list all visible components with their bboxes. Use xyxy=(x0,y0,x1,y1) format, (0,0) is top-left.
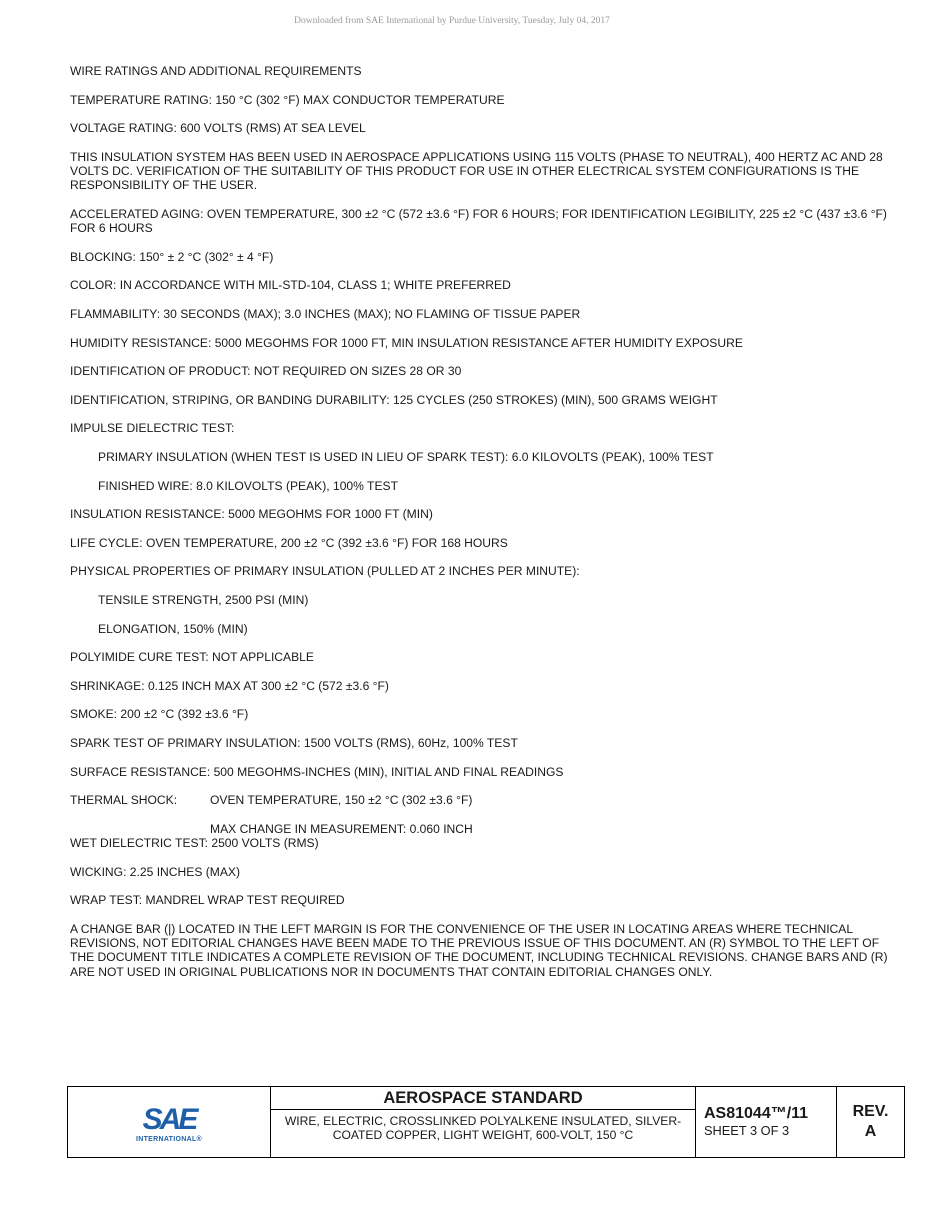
striping-durability: IDENTIFICATION, STRIPING, OR BANDING DURABILITY: 125 CYCLES (250 STROKES) (MIN), 500 GRAMS WEIGHT xyxy=(70,392,718,407)
revision-cell xyxy=(837,1087,904,1157)
elongation: ELONGATION, 150% (MIN) xyxy=(98,621,248,636)
sae-logo-letters: SAE xyxy=(142,1103,196,1136)
document-id-cell xyxy=(696,1087,837,1157)
temperature-rating: TEMPERATURE RATING: 150 °C (302 °F) MAX CONDUCTOR TEMPERATURE xyxy=(70,92,505,107)
standard-title: AEROSPACE STANDARD xyxy=(271,1087,695,1110)
polyimide-cure-test: POLYIMIDE CURE TEST: NOT APPLICABLE xyxy=(70,650,314,665)
thermal-shock-oven: OVEN TEMPERATURE, 150 ±2 °C (302 ±3.6 °F) xyxy=(210,793,473,808)
smoke: SMOKE: 200 ±2 °C (392 ±3.6 °F) xyxy=(70,707,249,722)
section-heading: WIRE RATINGS AND ADDITIONAL REQUIREMENTS xyxy=(70,64,362,78)
title-block xyxy=(67,1086,905,1158)
voltage-rating: VOLTAGE RATING: 600 VOLTS (RMS) AT SEA LEVEL xyxy=(70,121,366,136)
tensile-strength: TENSILE STRENGTH, 2500 PSI (MIN) xyxy=(98,592,309,607)
impulse-primary-insulation: PRIMARY INSULATION (WHEN TEST IS USED IN LIEU OF SPARK TEST): 6.0 KILOVOLTS (PEAK), 100% TEST xyxy=(98,450,714,465)
physical-properties: PHYSICAL PROPERTIES OF PRIMARY INSULATION (PULLED AT 2 INCHES PER MINUTE): xyxy=(70,564,580,579)
insulation-resistance: INSULATION RESISTANCE: 5000 MEGOHMS FOR 1000 FT (MIN) xyxy=(70,507,433,522)
revision-label: REV. xyxy=(852,1103,889,1120)
insulation-system-note: THIS INSULATION SYSTEM HAS BEEN USED IN AEROSPACE APPLICATIONS USING 115 VOLTS (PHASE TO NEUTRAL), 400 HERTZ AC AND 28 VOLTS DC. VERIFICATION OF THE SUITABILITY OF THIS PRODUCT FOR USE IN OTHER ELECTRICAL SYSTEM CONFIGURATIONS IS THE RESPONSIBILITY OF THE USER. xyxy=(70,149,883,193)
sae-logo xyxy=(136,1105,202,1143)
wrap-test: WRAP TEST: MANDREL WRAP TEST REQUIRED xyxy=(70,893,345,908)
change-bar-note: A CHANGE BAR (|) LOCATED IN THE LEFT MARGIN IS FOR THE CONVENIENCE OF THE USER IN LOCATING AREAS WHERE TECHNICAL REVISIONS, NOT EDITORIAL CHANGES HAVE BEEN MADE TO THE PREVIOUS ISSUE OF THIS DOCUMENT. AN (R) SYMBOL TO THE LEFT OF THE DOCUMENT TITLE INDICATES A COMPLETE REVISION OF THE DOCUMENT, INCLUDING TECHNICAL REVISIONS. CHANGE BARS AND (R) ARE NOT USED IN ORIGINAL PUBLICATIONS NOR IN DOCUMENTS THAT CONTAIN EDITORIAL CHANGES ONLY. xyxy=(70,921,888,979)
download-watermark: Downloaded from SAE International by Purdue University, Tuesday, July 04, 2017 xyxy=(294,16,610,26)
life-cycle: LIFE CYCLE: OVEN TEMPERATURE, 200 ±2 °C (392 ±3.6 °F) FOR 168 HOURS xyxy=(70,535,508,550)
impulse-dielectric-test: IMPULSE DIELECTRIC TEST: xyxy=(70,421,235,436)
standard-subtitle: WIRE, ELECTRIC, CROSSLINKED POLYALKENE INSULATED, SILVER-COATED COPPER, LIGHT WEIGHT, 600-VOLT, 150 °C xyxy=(284,1114,682,1143)
shrinkage: SHRINKAGE: 0.125 INCH MAX AT 300 ±2 °C (572 ±3.6 °F) xyxy=(70,678,389,693)
thermal-shock-max-change: MAX CHANGE IN MEASUREMENT: 0.060 INCH xyxy=(210,821,473,836)
revision-value: A xyxy=(864,1123,877,1140)
wicking: WICKING: 2.25 INCHES (MAX) xyxy=(70,864,241,879)
sae-logo-cell xyxy=(68,1087,271,1157)
document-body xyxy=(70,64,900,993)
title-cell xyxy=(271,1087,696,1157)
blocking: BLOCKING: 150° ± 2 °C (302° ± 4 °F) xyxy=(70,249,274,264)
accelerated-aging: ACCELERATED AGING: OVEN TEMPERATURE, 300 ±2 °C (572 ±3.6 °F) FOR 6 HOURS; FOR IDENTIFICATION LEGIBILITY, 225 ±2 °C (437 ±3.6 °F) FOR 6 HOURS xyxy=(70,206,887,236)
spark-test: SPARK TEST OF PRIMARY INSULATION: 1500 VOLTS (RMS), 60Hz, 100% TEST xyxy=(70,735,518,750)
thermal-shock-label: THERMAL SHOCK: xyxy=(70,793,178,808)
humidity-resistance: HUMIDITY RESISTANCE: 5000 MEGOHMS FOR 1000 FT, MIN INSULATION RESISTANCE AFTER HUMIDITY EXPOSURE xyxy=(70,335,743,350)
impulse-finished-wire: FINISHED WIRE: 8.0 KILOVOLTS (PEAK), 100% TEST xyxy=(98,478,398,493)
flammability: FLAMMABILITY: 30 SECONDS (MAX); 3.0 INCHES (MAX); NO FLAMING OF TISSUE PAPER xyxy=(70,307,581,322)
identification-of-product: IDENTIFICATION OF PRODUCT: NOT REQUIRED ON SIZES 28 OR 30 xyxy=(70,364,462,379)
surface-resistance: SURFACE RESISTANCE: 500 MEGOHMS-INCHES (MIN), INITIAL AND FINAL READINGS xyxy=(70,764,564,779)
color-requirement: COLOR: IN ACCORDANCE WITH MIL-STD-104, CLASS 1; WHITE PREFERRED xyxy=(70,278,511,293)
wet-dielectric-test: WET DIELECTRIC TEST: 2500 VOLTS (RMS) xyxy=(70,836,319,851)
thermal-shock-row xyxy=(70,793,900,807)
sae-logo-subtext: INTERNATIONAL® xyxy=(135,1136,202,1143)
sheet-number: SHEET 3 OF 3 xyxy=(704,1123,790,1138)
document-number: AS81044™/11 xyxy=(704,1105,809,1122)
